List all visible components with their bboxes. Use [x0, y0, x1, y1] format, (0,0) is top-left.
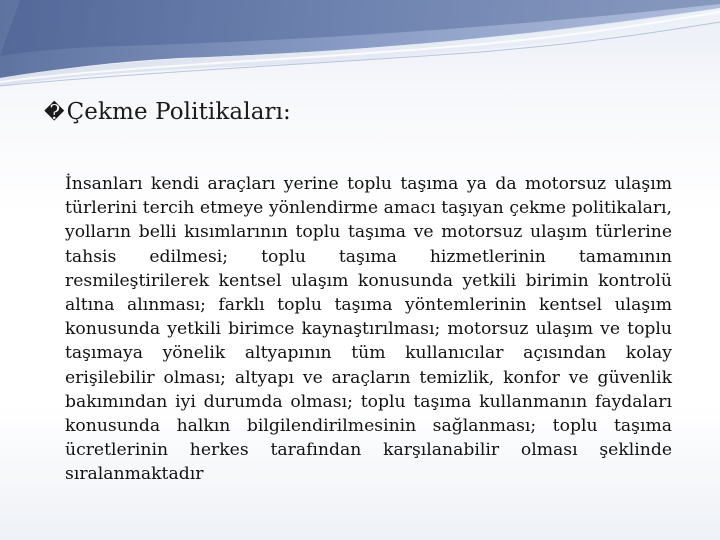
slide-title [44, 99, 291, 125]
slide-title-text: Çekme Politikaları: [66, 99, 291, 125]
slide-body-paragraph: İnsanları kendi araçları yerine toplu taşıma ya da motorsuz ulaşım türlerini tercih etmeye yönlendirme amacı taşıyan çekme politikaları, yolların belli kısımlarının toplu taşıma ve motorsuz ulaşım türlerine tahsis edilmesi; toplu taşıma hizmetlerinin tamamının resmileştirilerek kentsel ulaşım konusunda yetkili birimin kontrolü altına alınması; farklı toplu taşıma yöntemlerinin kentsel ulaşım konusunda yetkili birimce kaynaştırılması; motorsuz ulaşım ve toplu taşımaya yönelik altyapının tüm kullanıcılar açısından kolay erişilebilir olması; altyapı ve araçların temizlik, konfor ve güvenlik bakımından iyi durumda olması; toplu taşıma kullanmanın faydaları konusunda halkın bilgilendirilmesinin sağlanması; toplu taşıma ücretlerinin herkes tarafından karşılanabilir olması şeklinde sıralanmaktadır [65, 174, 672, 485]
missing-glyph-icon: � [44, 100, 65, 124]
header-swoosh-decoration [0, 0, 720, 90]
